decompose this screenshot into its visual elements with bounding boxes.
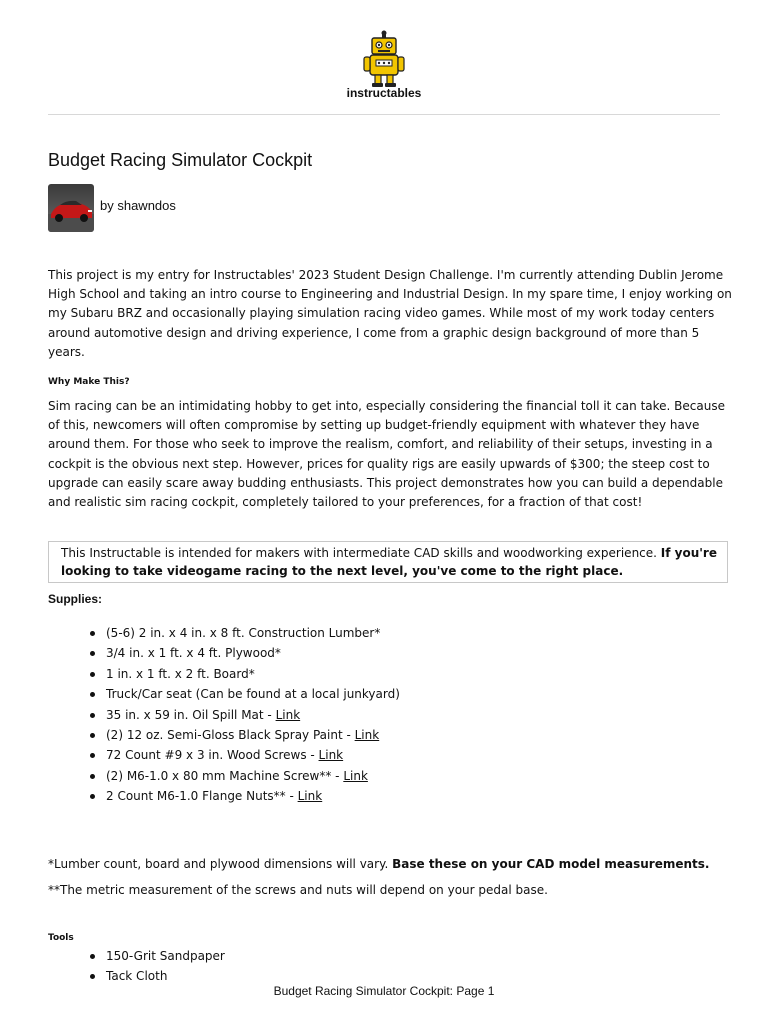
- article-title: Budget Racing Simulator Cockpit: [48, 150, 313, 170]
- bullet-icon: [90, 651, 95, 656]
- why-paragraph: Sim racing can be an intimidating hobby to get into, especially considering the financial toll it can take. Because of this, newcomers will often compromise by setting up budget-friendly equipment with whatever they have around them. For those who seek to improve the realism, comfort, and reliability of their setups, investing in a cockpit is the obvious next step. However, prices for quality rigs are easily upwards of $300; the steep cost to upgrade can easily scare away budding enthusiasts. This project demonstrates how you can build a dependable and realistic sim racing cockpit, completely tailored to your preferences, for a fraction of that cost!: [48, 399, 725, 510]
- list-item: 72 Count #9 x 3 in. Wood Screws - Link: [88, 745, 400, 765]
- notice-bold-text: If you're looking to take videogame racing to the next level, you've come to the right place.: [61, 546, 717, 578]
- list-item: 150-Grit Sandpaper: [88, 946, 225, 966]
- list-item: 35 in. x 59 in. Oil Spill Mat - Link: [88, 705, 400, 725]
- bullet-icon: [90, 692, 95, 697]
- instructables-robot-logo-icon[interactable]: [362, 30, 406, 88]
- author-byline[interactable]: by shawndos: [100, 197, 176, 213]
- list-item: Truck/Car seat (Can be found at a local junkyard): [88, 684, 400, 704]
- bullet-icon: [90, 794, 95, 799]
- author-block: [48, 184, 176, 232]
- notice-box: [48, 541, 728, 583]
- supplies-heading: Supplies:: [48, 592, 103, 606]
- list-item: 3/4 in. x 1 ft. x 4 ft. Plywood*: [88, 643, 400, 663]
- bullet-icon: [90, 631, 95, 636]
- notice-text: This Instructable is intended for makers with intermediate CAD skills and woodworking experience.: [61, 546, 661, 560]
- bullet-icon: [90, 733, 95, 738]
- intro-paragraph: This project is my entry for Instructables' 2023 Student Design Challenge. I'm currently attending Dublin Jerome High School and taking an intro course to Engineering and Industrial Design. In my spare time, I enjoy working on my Subaru BRZ and occasionally playing simulation racing video games. While most of my work today centers around automotive design and driving experience, I come from a graphic design background of more than 5 years.: [48, 268, 732, 359]
- flange-nuts-link[interactable]: Link: [297, 789, 323, 804]
- list-item: (2) 12 oz. Semi-Gloss Black Spray Paint - Link: [88, 725, 400, 745]
- site-header: [0, 30, 768, 100]
- bullet-icon: [90, 954, 95, 959]
- tools-list: [88, 946, 225, 987]
- bullet-icon: [90, 672, 95, 677]
- list-item: Tack Cloth: [88, 966, 225, 986]
- lumber-note: *Lumber count, board and plywood dimensions will vary. Base these on your CAD model measurements.: [48, 857, 710, 871]
- bullet-icon: [90, 974, 95, 979]
- supplies-list: [88, 623, 400, 807]
- metric-note: **The metric measurement of the screws and nuts will depend on your pedal base.: [48, 883, 548, 897]
- why-heading: Why Make This?: [48, 377, 130, 387]
- lumber-note-bold: Base these on your CAD model measurements.: [392, 857, 710, 871]
- header-divider: [48, 114, 720, 115]
- list-item: (5-6) 2 in. x 4 in. x 8 ft. Construction Lumber*: [88, 623, 400, 643]
- oil-spill-mat-link[interactable]: Link: [275, 707, 301, 722]
- page-footer: Budget Racing Simulator Cockpit: Page 1: [273, 984, 495, 998]
- tools-heading: Tools: [48, 933, 74, 943]
- list-item: (2) M6-1.0 x 80 mm Machine Screw** - Link: [88, 766, 400, 786]
- machine-screw-link[interactable]: Link: [343, 768, 368, 783]
- list-item: 1 in. x 1 ft. x 2 ft. Board*: [88, 664, 400, 684]
- wood-screws-link[interactable]: Link: [318, 748, 344, 763]
- spray-paint-link[interactable]: Link: [354, 728, 380, 743]
- logo-text[interactable]: instructables: [346, 86, 422, 100]
- bullet-icon: [90, 713, 95, 718]
- list-item: 2 Count M6-1.0 Flange Nuts** - Link: [88, 786, 400, 806]
- author-avatar[interactable]: [48, 184, 94, 232]
- bullet-icon: [90, 774, 95, 779]
- bullet-icon: [90, 753, 95, 758]
